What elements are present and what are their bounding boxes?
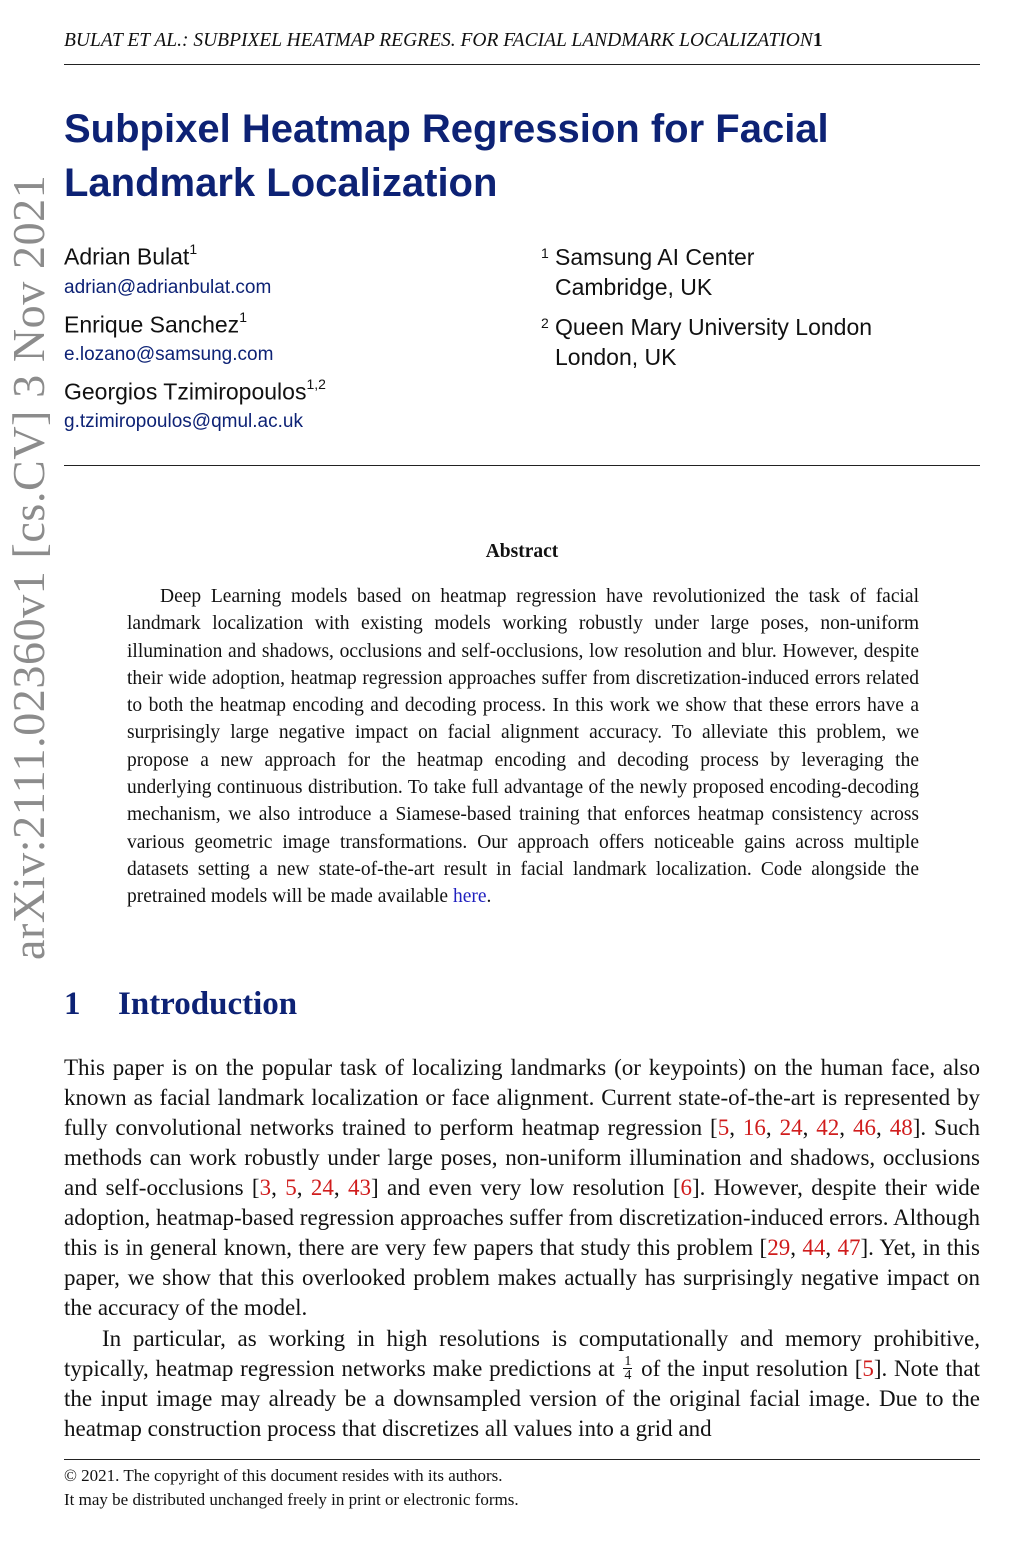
section-heading-introduction [64,986,297,1023]
running-head-text: BULAT ET AL.: SUBPIXEL HEATMAP REGRES. FOR FACIAL LANDMARK LOCALIZATION [64,30,813,51]
citation-link[interactable]: 5 [862,1356,874,1381]
affiliation-2 [541,312,872,372]
para2-text-1: In particular, as working in high resolutions is computationally and memory prohibitive, typically, heatmap regression networks make predictions at [64,1326,980,1381]
title-line-1: Subpixel Heatmap Regression for Facial [64,107,829,151]
running-head [64,30,980,52]
arxiv-stamp: arXiv:2111.02360v1 [cs.CV] 3 Nov 2021 [3,174,54,960]
author-email-1[interactable]: adrian@adrianbulat.com [64,277,272,298]
affiliation-2-number: 2 [541,315,549,331]
intro-paragraph-1: This paper is on the popular task of localizing landmarks (or keypoints) on the human face, also known as facial landmark localization or face alignment. Current state-of-the-art is represented by fully convolutional networks trained to perform heatmap regression [5, 16, 24, 42, 46, 48]. Such methods can work robustly under large poses, non-uniform illumination and shadows, occlusions and self-occlusions [3, 5, 24, 43] and even very low resolution [6]. However, despite their wide adoption, heatmap-based regression approaches suffer from discretization-induced errors. Although this is in general known, there are very few papers that study this problem [29, 44, 47]. Yet, in this paper, we show that this overlooked problem makes actually has surprisingly negative impact on the accuracy of the model. [64,1055,981,1320]
citation-link[interactable]: 5 [717,1115,730,1140]
citation-link[interactable]: 44 [802,1235,826,1260]
affiliation-1-number: 1 [541,245,549,261]
citation-link[interactable]: 3 [259,1175,272,1200]
para1-text-1: This paper is on the popular task of localizing landmarks (or keypoints) on the human face, also known as facial landmark localization or face alignment. Current state-of-the-art is represented by fully convolutional networks trained to perform heatmap regression [ [64,1055,980,1140]
affiliation-1-line-2: Cambridge, UK [555,274,713,300]
citation-link[interactable]: 43 [347,1175,371,1200]
footnote-rule [64,1459,980,1460]
citation-link[interactable]: 29 [767,1235,791,1260]
author-name-3 [64,378,326,406]
abstract-heading: Abstract [485,541,559,562]
intro-paragraph-2 [64,1324,980,1444]
author-block-rule [64,465,980,466]
citation-link[interactable]: 47 [837,1235,861,1260]
section-number: 1 [64,986,81,1022]
affiliation-1 [541,242,754,302]
para1-text-4: ]. However, despite their wide adoption, heatmap-based regression approaches suffer from discretization-induced errors. Although this is in general known, there are very few papers that study this problem [ [64,1175,981,1260]
author-name-1 [64,243,197,271]
author-1-affil-mark: 1 [189,241,198,257]
para1-text-5: ]. Yet, in this paper, we show that this overlooked problem makes actually has surprisingly negative impact on the accuracy of the model. [64,1235,980,1320]
abstract-text [127,583,919,911]
citation-link[interactable]: 24 [779,1115,803,1140]
author-2-affil-mark: 1 [239,309,247,325]
citation-link[interactable]: 6 [680,1175,692,1200]
citation-link[interactable]: 16 [742,1115,766,1140]
author-3-affil-mark: 1,2 [306,376,326,392]
fraction-numerator: 1 [624,1354,632,1370]
fraction-one-quarter [623,1355,632,1382]
header-rule [64,64,980,65]
affiliation-2-line-2: London, UK [555,344,677,370]
section-title: Introduction [118,986,298,1022]
abstract-end: . [486,886,492,908]
para1-text-2: ]. Such methods can work robustly under large poses, non-uniform illumination and shadows, occlusions and self-occlusions [ [64,1115,981,1200]
code-link[interactable]: here [452,886,487,908]
author-1-name: Adrian Bulat [64,243,190,270]
para1-text-3: ] and even very low resolution [ [370,1175,681,1200]
citation-link[interactable]: 48 [889,1115,913,1140]
author-email-3[interactable]: g.tzimiropoulos@qmul.ac.uk [64,411,303,432]
affiliation-1-line-1: Samsung AI Center [555,244,755,270]
author-3-name: Georgios Tzimiropoulos [64,378,307,405]
paper-title [64,102,964,210]
author-email-2[interactable]: e.lozano@samsung.com [64,344,274,365]
abstract-body: Deep Learning models based on heatmap regression have revolutionized the task of facial landmark localization with existing models working robustly under large poses, non-uniform illumination and shadows, occlusions and self-occlusions, low resolution and blur. However, despite their wide adoption, heatmap regression approaches suffer from discretization-induced errors related to both the heatmap encoding and decoding process. In this work we show that these errors have a surprisingly large negative impact on facial alignment accuracy. To alleviate this problem, we propose a new approach for the heatmap encoding and decoding process by leveraging the underlying continuous distribution. To take full advantage of the newly proposed encoding-decoding mechanism, we also introduce a Siamese-based training that enforces heatmap consistency across various geometric image transformations. Our approach offers noticeable gains across multiple datasets setting a new state-of-the-art result in facial landmark localization. Code alongside the pretrained models will be made available [127,586,919,908]
citation-link[interactable]: 46 [853,1115,876,1140]
citation-link[interactable]: 24 [310,1175,334,1200]
citation-link[interactable]: 42 [816,1115,840,1140]
fraction-denominator: 4 [624,1368,632,1384]
para2-text-3: ]. Note that the input image may already be a downsampled version of the original facial image. Due to the heatmap construction process that discretizes all values into a grid and [64,1356,981,1442]
page-number: 1 [812,30,823,51]
title-line-2: Landmark Localization [64,161,498,205]
distribution-line: It may be distributed unchanged freely in print or electronic forms. [64,1490,519,1509]
para2-text-2: of the input resolution [ [634,1356,863,1381]
author-2-name: Enrique Sanchez [64,311,240,338]
affiliation-2-line-1: Queen Mary University London [555,314,873,340]
author-name-2 [64,311,247,339]
citation-link[interactable]: 5 [285,1175,297,1200]
copyright-line: © 2021. The copyright of this document resides with its authors. [64,1466,503,1485]
